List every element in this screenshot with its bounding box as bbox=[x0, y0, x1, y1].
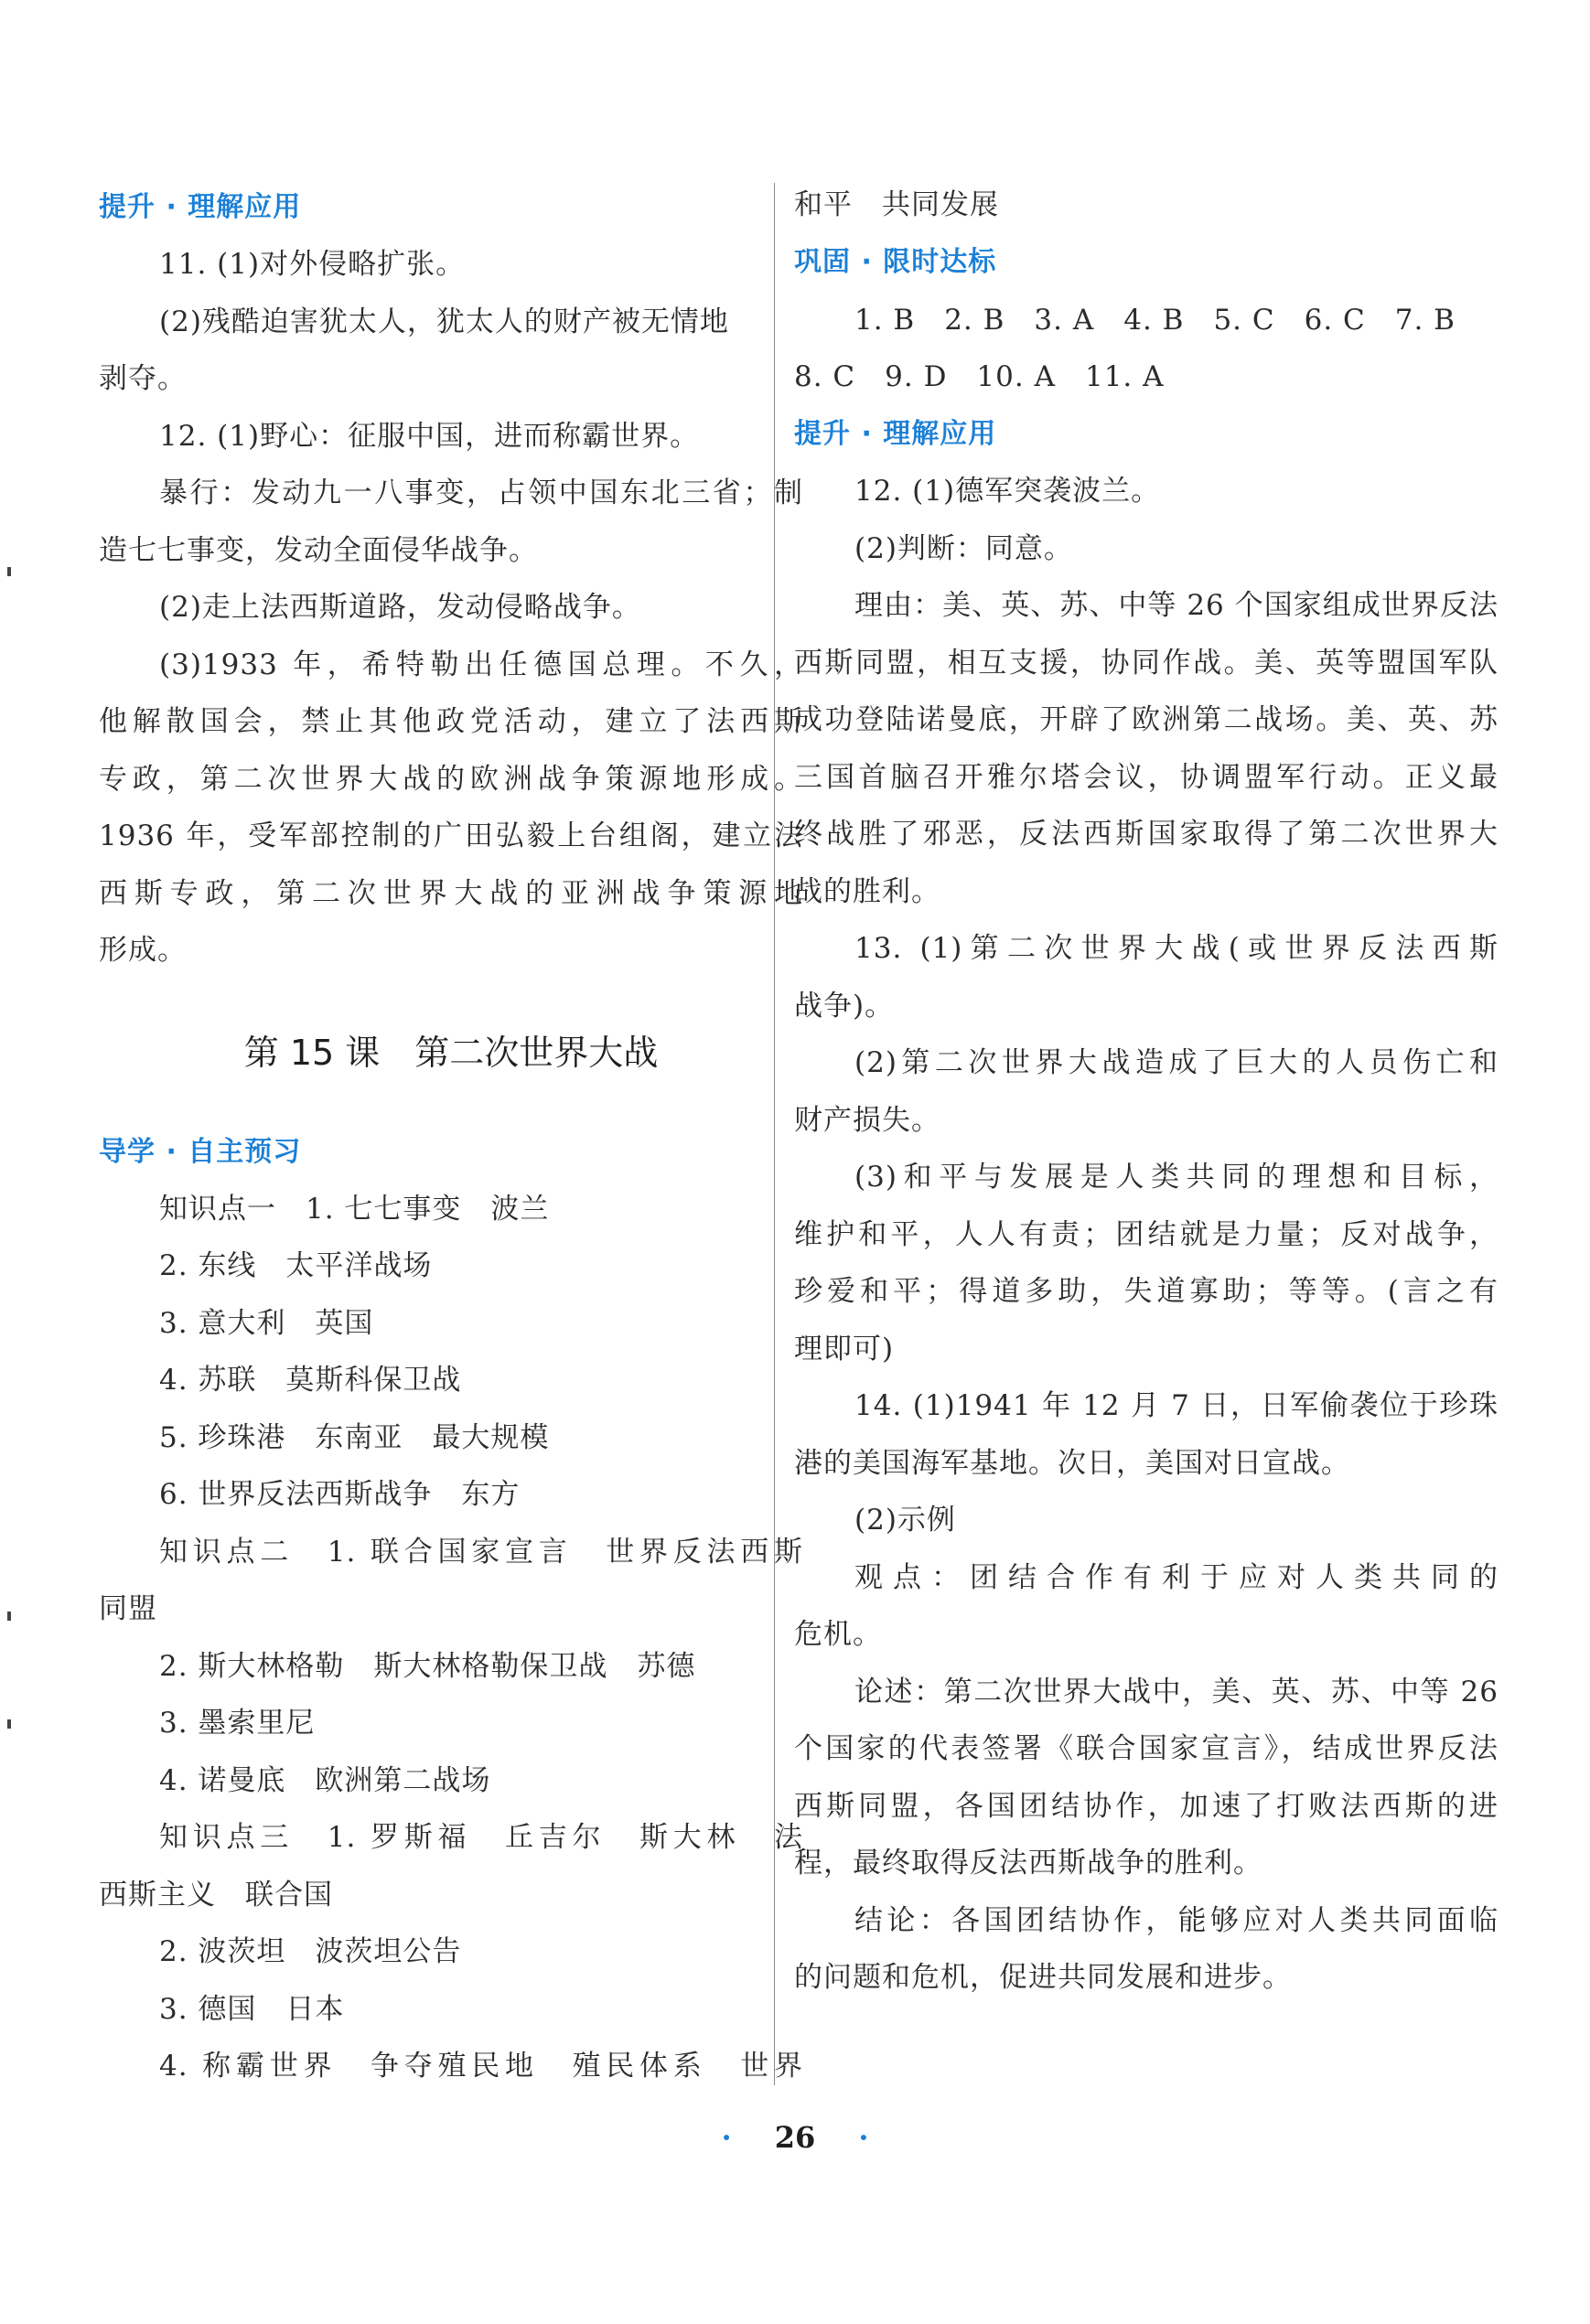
answer-line: 12. (1)野心：征服中国，进而称霸世界。 bbox=[159, 420, 700, 453]
answer-line: 西斯专政，第二次世界大战的亚洲战争策源地 bbox=[99, 877, 803, 910]
knowledge-line: 2. 东线 太平洋战场 bbox=[159, 1249, 433, 1282]
section-heading-daoxue: 导学 · 自主预习 bbox=[99, 1136, 302, 1168]
answer-line: 结论：各国团结协作，能够应对人类共同面临 bbox=[854, 1904, 1499, 1937]
answer-line: 战争)。 bbox=[794, 990, 895, 1023]
answer-line: (2)判断：同意。 bbox=[854, 532, 1073, 565]
answer-line: 暴行：发动九一八事变，占领中国东北三省；制 bbox=[159, 477, 803, 509]
answer-line: 战的胜利。 bbox=[794, 875, 940, 908]
answer-line: 13. (1)第二次世界大战(或世界反法西斯 bbox=[854, 932, 1499, 965]
answer-line: 理由：美、英、苏、中等 26 个国家组成世界反法 bbox=[854, 589, 1499, 622]
answer-line: 1936 年，受军部控制的广田弘毅上台组阁，建立法 bbox=[99, 819, 803, 852]
answer-line: 11. (1)对外侵略扩张。 bbox=[159, 248, 466, 281]
answer-line: 的问题和危机，促进共同发展和进步。 bbox=[794, 1961, 1292, 1994]
answer-line: 和平 共同发展 bbox=[794, 188, 999, 221]
lesson-title: 第 15 课 第二次世界大战 bbox=[243, 1033, 659, 1073]
page-number bbox=[0, 2120, 1590, 2155]
knowledge-line: 4. 诺曼底 欧洲第二战场 bbox=[159, 1764, 491, 1797]
knowledge-line: 3. 德国 日本 bbox=[159, 1993, 345, 2026]
answer-line: (2)走上法西斯道路，发动侵略战争。 bbox=[159, 591, 641, 624]
answer-line: (2)示例 bbox=[854, 1504, 956, 1537]
section-heading-tisheng: 提升 · 理解应用 bbox=[99, 191, 302, 223]
knowledge-line: 3. 墨索里尼 bbox=[159, 1707, 316, 1740]
page-number-dot: · bbox=[721, 2120, 732, 2155]
section-heading-tisheng: 提升 · 理解应用 bbox=[794, 418, 997, 450]
knowledge-line: 同盟 bbox=[99, 1592, 157, 1625]
knowledge-line: 4. 苏联 莫斯科保卫战 bbox=[159, 1364, 462, 1397]
answer-line: (2)残酷迫害犹太人，犹太人的财产被无情地 bbox=[159, 305, 729, 338]
answer-line: (3)和平与发展是人类共同的理想和目标， bbox=[854, 1161, 1499, 1194]
answer-line: 三国首脑召开雅尔塔会议，协调盟军行动。正义最 bbox=[794, 761, 1499, 794]
answer-line: 个国家的代表签署《联合国家宣言》，结成世界反法 bbox=[794, 1732, 1499, 1765]
page-number-dot: · bbox=[858, 2120, 869, 2155]
knowledge-line: 2. 波茨坦 波茨坦公告 bbox=[159, 1935, 462, 1968]
knowledge-line: 4. 称霸世界 争夺殖民地 殖民体系 世界 bbox=[159, 2050, 803, 2083]
answer-line: 观点：团结合作有利于应对人类共同的 bbox=[854, 1561, 1499, 1594]
scan-mark bbox=[7, 1612, 11, 1621]
knowledge-line: 5. 珍珠港 东南亚 最大规模 bbox=[159, 1421, 550, 1454]
answer-line: 珍爱和平；得道多助，失道寡助；等等。(言之有 bbox=[794, 1275, 1499, 1308]
answer-line: 12. (1)德军突袭波兰。 bbox=[854, 475, 1161, 508]
answer-line: 14. (1)1941 年 12 月 7 日，日军偷袭位于珍珠 bbox=[854, 1389, 1499, 1422]
knowledge-line: 2. 斯大林格勒 斯大林格勒保卫战 苏德 bbox=[159, 1650, 696, 1683]
section-heading-gonggu: 巩固 · 限时达标 bbox=[794, 246, 997, 278]
answer-line: 造七七事变，发动全面侵华战争。 bbox=[99, 534, 538, 567]
answer-line: 理即可) bbox=[794, 1333, 895, 1365]
answer-line: 港的美国海军基地。次日，美国对日宣战。 bbox=[794, 1447, 1350, 1480]
knowledge-line: 知识点一 1. 七七事变 波兰 bbox=[159, 1193, 550, 1226]
knowledge-line: 知识点二 1. 联合国家宣言 世界反法西斯 bbox=[159, 1536, 803, 1569]
knowledge-line: 3. 意大利 英国 bbox=[159, 1307, 374, 1340]
answer-line: 维护和平，人人有责；团结就是力量；反对战争， bbox=[794, 1218, 1499, 1251]
page-number-value: 26 bbox=[774, 2120, 816, 2155]
answer-line: 形成。 bbox=[99, 934, 187, 967]
scan-mark bbox=[7, 567, 11, 576]
answer-line: (3)1933 年，希特勒出任德国总理。不久， bbox=[159, 648, 803, 681]
answer-line: 程，最终取得反法西斯战争的胜利。 bbox=[794, 1847, 1262, 1880]
answer-line: 论述：第二次世界大战中，美、英、苏、中等 26 bbox=[854, 1676, 1499, 1708]
knowledge-line: 知识点三 1. 罗斯福 丘吉尔 斯大林 法 bbox=[159, 1821, 803, 1854]
answer-line: 西斯同盟，各国团结协作，加速了打败法西斯的进 bbox=[794, 1790, 1499, 1823]
choice-answers: 8. C 9. D 10. A 11. A bbox=[794, 360, 1165, 393]
choice-answers: 1. B 2. B 3. A 4. B 5. C 6. C 7. B bbox=[854, 304, 1456, 337]
answer-line: 危机。 bbox=[794, 1618, 882, 1651]
answer-line: 西斯同盟，相互支援，协同作战。美、英等盟国军队 bbox=[794, 647, 1499, 680]
answer-line: 财产损失。 bbox=[794, 1104, 940, 1137]
scan-mark bbox=[7, 1719, 11, 1729]
answer-line: (2)第二次世界大战造成了巨大的人员伤亡和 bbox=[854, 1046, 1499, 1079]
answer-line: 专政，第二次世界大战的欧洲战争策源地形成。 bbox=[99, 763, 803, 796]
answer-line: 成功登陆诺曼底，开辟了欧洲第二战场。美、英、苏 bbox=[794, 703, 1499, 736]
answer-line: 他解散国会，禁止其他政党活动，建立了法西斯 bbox=[99, 705, 803, 738]
knowledge-line: 西斯主义 联合国 bbox=[99, 1879, 333, 1912]
knowledge-line: 6. 世界反法西斯战争 东方 bbox=[159, 1478, 521, 1511]
answer-line: 终战胜了邪恶，反法西斯国家取得了第二次世界大 bbox=[794, 818, 1499, 851]
answer-line: 剥夺。 bbox=[99, 362, 187, 395]
